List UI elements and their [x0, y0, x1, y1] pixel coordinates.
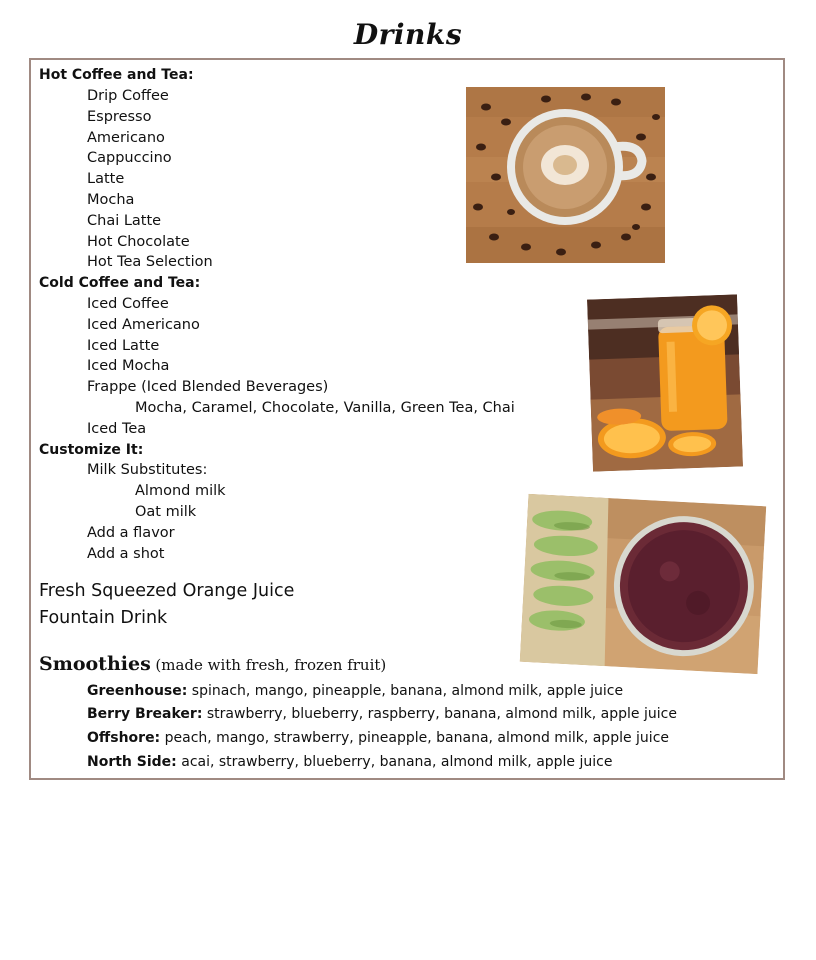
smoothie-ingredients: strawberry, blueberry, raspberry, banana, almond milk, apple juice	[206, 706, 677, 722]
other-drink: Fresh Squeezed Orange Juice	[39, 581, 295, 601]
menu-item: Iced Americano	[87, 317, 200, 333]
page-title: Drinks	[353, 18, 463, 51]
smoothie-name: Greenhouse:	[87, 683, 188, 699]
menu-item: Drip Coffee	[87, 88, 169, 104]
menu-item: Frappe (Iced Blended Beverages)	[87, 379, 329, 395]
smoothie-name: Offshore:	[87, 730, 161, 746]
smoothie-item	[87, 682, 623, 700]
smoothie-item	[87, 729, 669, 747]
menu-item: Espresso	[87, 109, 152, 125]
menu-item: Chai Latte	[87, 213, 162, 229]
section-heading-hot: Hot Coffee and Tea:	[39, 67, 194, 83]
smoothies-heading	[39, 652, 386, 678]
menu-item: Iced Coffee	[87, 296, 169, 312]
orange-juice-photo	[587, 294, 743, 471]
cappuccino-photo	[466, 87, 665, 263]
menu-item: Iced Tea	[87, 421, 147, 437]
section-heading-cold: Cold Coffee and Tea:	[39, 275, 201, 291]
menu-item: Cappuccino	[87, 150, 172, 166]
other-drink: Fountain Drink	[39, 608, 168, 628]
section-heading-customize: Customize It:	[39, 442, 144, 458]
smoothie-item	[87, 705, 677, 723]
menu-item: Hot Chocolate	[87, 234, 190, 250]
smoothie-ingredients: spinach, mango, pineapple, banana, almond milk, apple juice	[191, 683, 624, 699]
berry-smoothie-photo	[520, 494, 766, 674]
addon-item: Add a shot	[87, 546, 165, 562]
smoothie-name: North Side:	[87, 754, 177, 770]
menu-item: Americano	[87, 130, 165, 146]
smoothies-subtitle: (made with fresh, frozen fruit)	[155, 656, 387, 674]
milk-option: Oat milk	[135, 504, 197, 520]
frappe-flavors: Mocha, Caramel, Chocolate, Vanilla, Green Tea, Chai	[135, 400, 515, 416]
menu-item: Iced Latte	[87, 338, 160, 354]
smoothies-title: Smoothies	[39, 653, 151, 675]
milk-option: Almond milk	[135, 483, 226, 499]
smoothie-ingredients: peach, mango, strawberry, pineapple, banana, almond milk, apple juice	[164, 730, 670, 746]
milk-substitutes-label: Milk Substitutes:	[87, 462, 208, 478]
smoothie-item	[87, 753, 612, 771]
menu-item: Mocha	[87, 192, 135, 208]
menu-item: Latte	[87, 171, 125, 187]
menu-item: Iced Mocha	[87, 358, 170, 374]
menu-item: Hot Tea Selection	[87, 254, 213, 270]
smoothie-ingredients: acai, strawberry, blueberry, banana, almond milk, apple juice	[181, 754, 613, 770]
smoothie-name: Berry Breaker:	[87, 706, 203, 722]
addon-item: Add a flavor	[87, 525, 175, 541]
